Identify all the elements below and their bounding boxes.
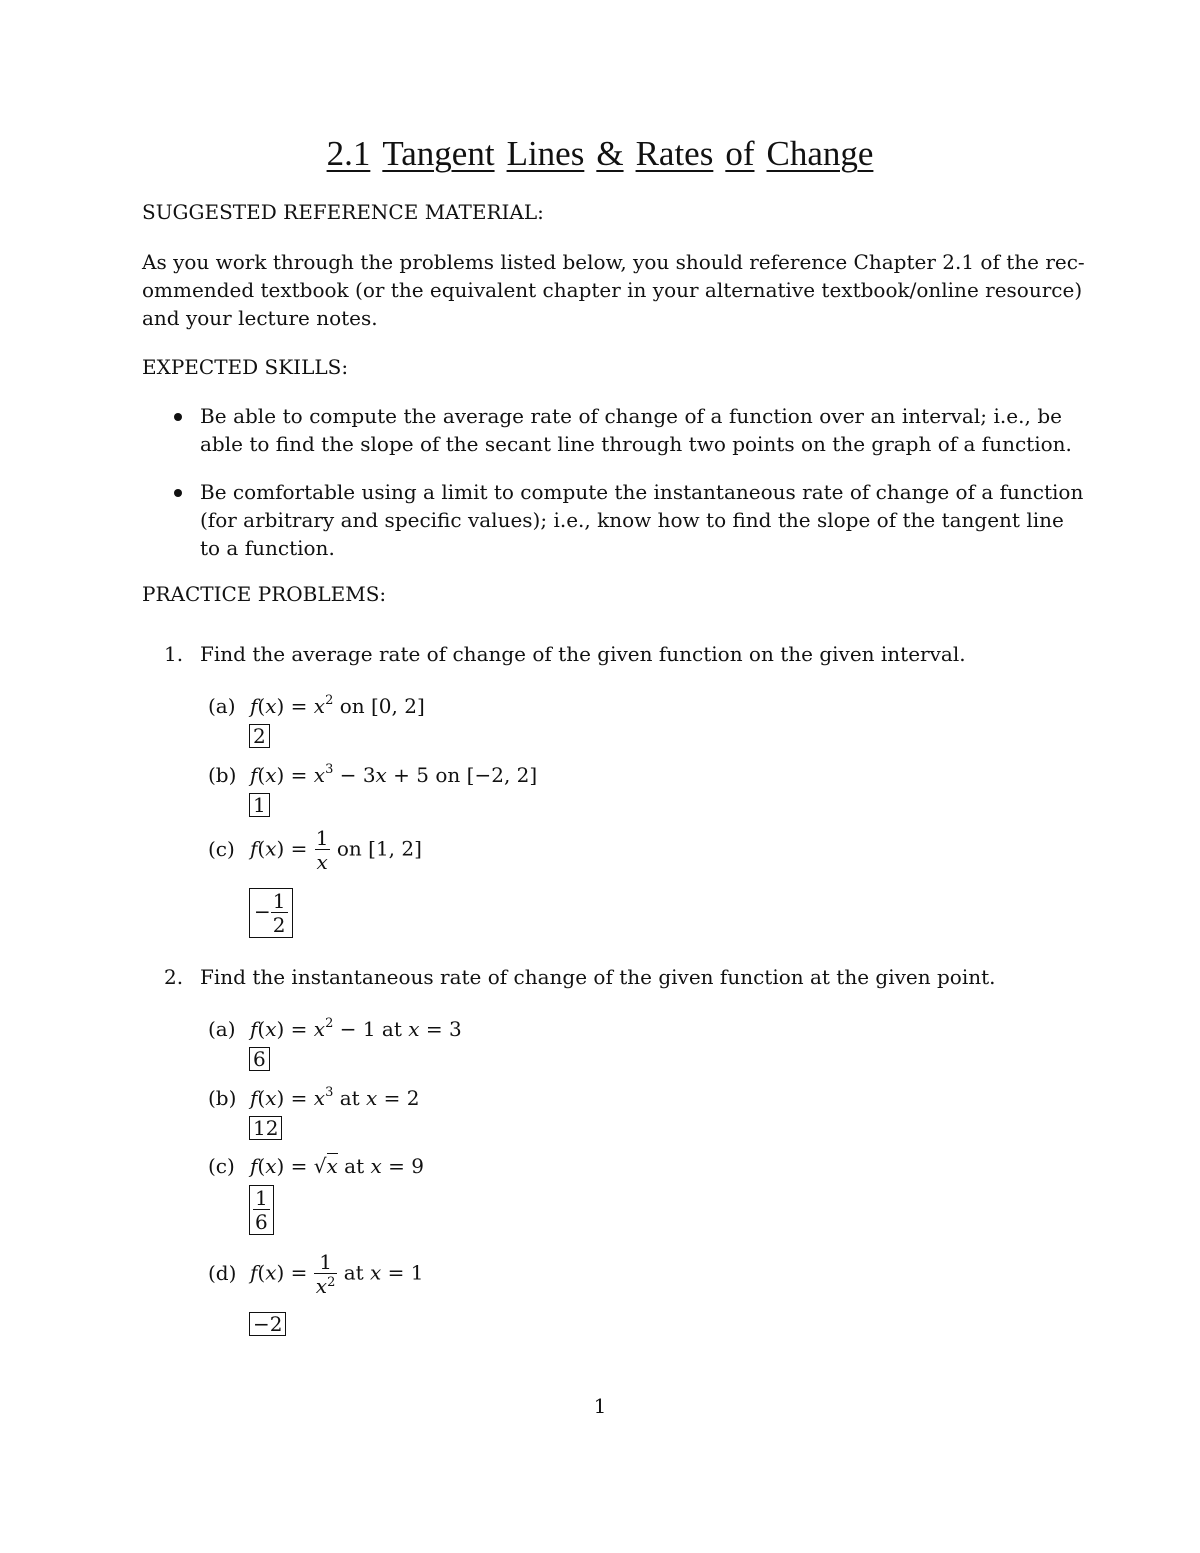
bullet-line: able to find the slope of the secant line through two points on the graph of a function. xyxy=(200,432,1072,456)
problem-1c: (c) f(x) = $\frac{1}{x}$ on [1, 2] xyxy=(208,826,422,874)
problem-text: Find the average rate of change of the given function on the given interval. xyxy=(200,642,966,666)
part-label: (d) xyxy=(208,1260,237,1285)
problem-1b: (b) $f(x) = x^3 - 3x + 5$ on [−2, 2] xyxy=(208,762,538,787)
problem-text: Find the instantaneous rate of change of the given function at the given point. xyxy=(200,965,996,989)
answer-denominator: 6 xyxy=(255,1210,268,1234)
page-number: 1 xyxy=(593,1394,607,1418)
answer-numerator: 1 xyxy=(255,1186,268,1210)
title-word: Lines xyxy=(506,134,585,173)
bullet-line: Be able to compute the average rate of change of a function over an interval; i.e., be xyxy=(200,404,1062,428)
skills-list xyxy=(142,402,1072,458)
paragraph-line: As you work through the problems listed below, you should reference Chapter 2.1 of the rec- xyxy=(142,250,1085,274)
paragraph-line: ommended textbook (or the equivalent chapter in your alternative textbook/online resource) xyxy=(142,278,1083,302)
title-word: & xyxy=(596,134,624,173)
practice-heading: PRACTICE PROBLEMS: xyxy=(142,582,387,606)
skills-list xyxy=(142,478,1084,562)
answer-numerator: 1 xyxy=(272,889,286,913)
paragraph-line: and your lecture notes. xyxy=(142,306,378,330)
answer-box: 6 xyxy=(249,1047,270,1071)
answer-box: 1 xyxy=(249,793,270,817)
skill-bullet xyxy=(142,402,1072,458)
problem-number: 1. xyxy=(164,642,184,666)
bullet-dot xyxy=(174,413,182,421)
part-label: (b) xyxy=(208,1086,237,1110)
part-label: (c) xyxy=(208,836,235,861)
title-word: Tangent xyxy=(382,134,495,173)
page-title xyxy=(0,134,1200,174)
part-label: (c) xyxy=(208,1154,235,1178)
problem-2d: (d) f(x) = $\frac{1}{x^2}$ at x = 1 xyxy=(208,1250,424,1298)
answer-box xyxy=(249,1185,274,1235)
skill-bullet xyxy=(142,478,1084,562)
part-label: (a) xyxy=(208,694,236,718)
title-word: Rates xyxy=(635,134,714,173)
answer-box: −2 xyxy=(249,1312,286,1336)
answer-box: 12 xyxy=(249,1116,282,1140)
bullet-line: (for arbitrary and specific values); i.e., know how to find the slope of the tangent line xyxy=(200,508,1064,532)
answer-sign: − xyxy=(254,899,271,924)
bullet-line: to a function. xyxy=(200,536,335,560)
part-label: (a) xyxy=(208,1017,236,1041)
suggested-paragraph xyxy=(142,248,1085,332)
answer-denominator: 2 xyxy=(272,913,286,937)
bullet-dot xyxy=(174,489,182,497)
suggested-heading: SUGGESTED REFERENCE MATERIAL: xyxy=(142,200,544,224)
answer-box: 2 xyxy=(249,724,270,748)
title-word: of xyxy=(725,134,755,173)
title-word: Change xyxy=(766,134,874,173)
problem-number: 2. xyxy=(164,965,184,989)
problem-2c: (c) f(x) = √x at x = 9 xyxy=(208,1154,424,1178)
part-label: (b) xyxy=(208,763,237,787)
problem-2b: (b) $f(x) = x^3$ at x = 2 xyxy=(208,1085,420,1110)
answer-box xyxy=(249,888,293,938)
problem-1a: (a) $f(x) = x^2$ on [0, 2] xyxy=(208,693,425,718)
bullet-line: Be comfortable using a limit to compute the instantaneous rate of change of a function xyxy=(200,480,1084,504)
title-word: 2.1 xyxy=(326,134,371,173)
skills-heading: EXPECTED SKILLS: xyxy=(142,355,349,379)
problem-2a: (a) $f(x) = x^2 - 1$ at x = 3 xyxy=(208,1016,462,1041)
